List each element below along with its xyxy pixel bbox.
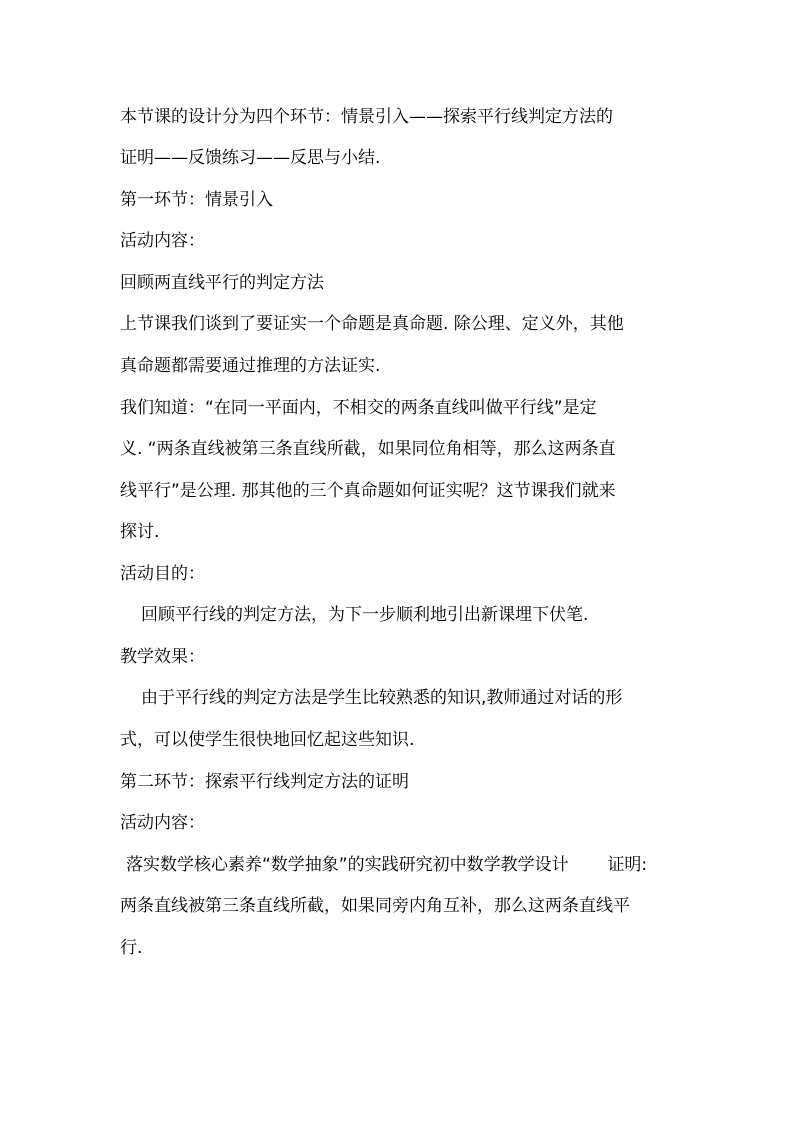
paragraph-line: 我们知道：“在同一平面内，不相交的两条直线叫做平行线”是定 <box>120 398 597 418</box>
paragraph-line: 由于平行线的判定方法是学生比较熟悉的知识,教师通过对话的形 <box>141 688 623 708</box>
paragraph-line: 线平行”是公理. 那其他的三个真命题如何证实呢？这节课我们就来 <box>120 481 616 501</box>
paragraph-line: 真命题都需要通过推理的方法证实. <box>120 356 381 376</box>
paragraph-line: 回顾平行线的判定方法，为下一步顺利地引出新课埋下伏笔. <box>141 605 589 625</box>
section-heading: 第二环节：探索平行线判定方法的证明 <box>120 772 409 792</box>
subheading: 教学效果： <box>120 647 205 667</box>
paragraph-line: 证明——反馈练习——反思与小结. <box>120 148 381 168</box>
paragraph-line: 上节课我们谈到了要证实一个命题是真命题. 除公理、定义外，其他 <box>120 314 624 334</box>
subheading: 活动内容： <box>120 231 205 251</box>
paragraph-line: 探讨. <box>120 522 160 542</box>
paragraph-line: 式，可以使学生很快地回忆起这些知识. <box>120 730 415 750</box>
overlay-title-text: 落实数学核心素养“数学抽象”的实践研究初中数学教学设计 <box>126 855 569 875</box>
paragraph-line: 行. <box>120 938 143 958</box>
proof-label: 证明: <box>607 855 648 875</box>
paragraph-line: 回顾两直线平行的判定方法 <box>120 273 324 293</box>
paragraph-line: 义. “两条直线被第三条直线所截，如果同位角相等，那么这两条直 <box>120 439 616 459</box>
paragraph-line: 两条直线被第三条直线所截，如果同旁内角互补，那么这两条直线平 <box>120 896 630 916</box>
overlay-title <box>126 853 647 877</box>
paragraph-line: 本节课的设计分为四个环节：情景引入——探索平行线判定方法的 <box>120 107 613 127</box>
section-heading: 第一环节：情景引入 <box>120 190 273 210</box>
subheading: 活动内容： <box>120 813 205 833</box>
subheading: 活动目的： <box>120 564 205 584</box>
